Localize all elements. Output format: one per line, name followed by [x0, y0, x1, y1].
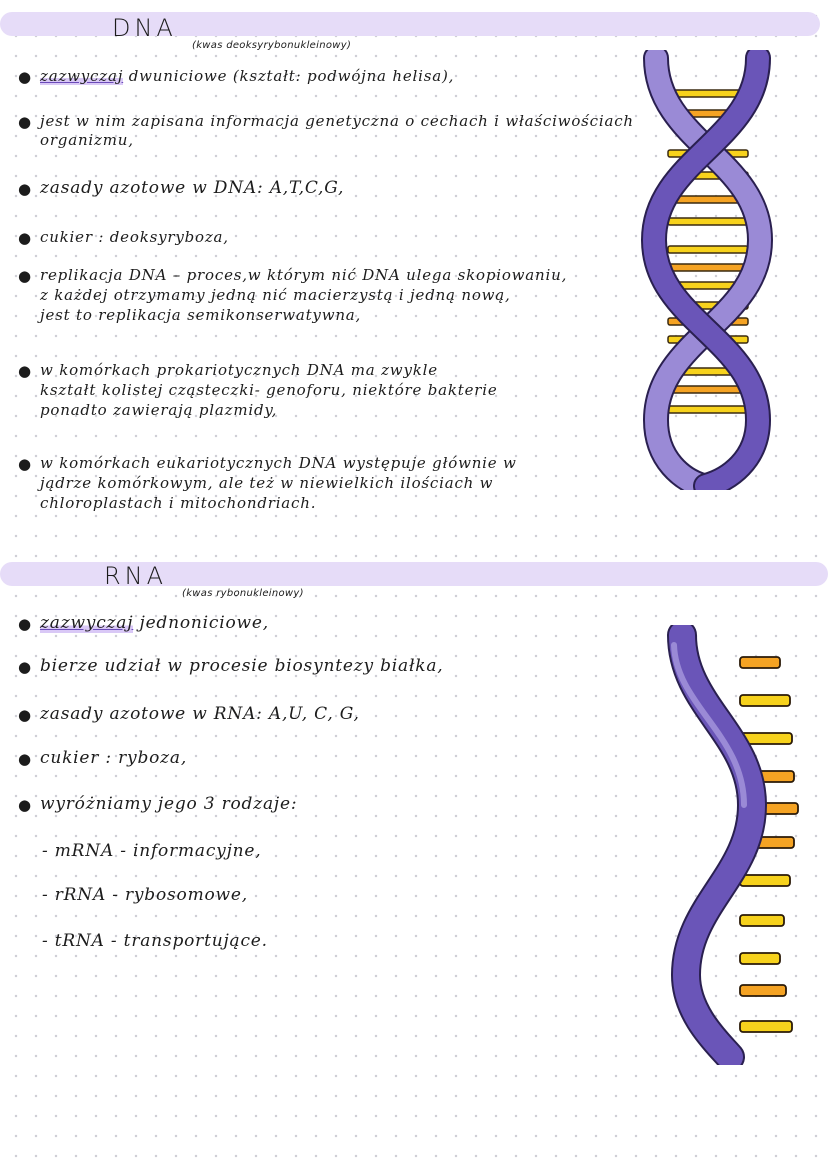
dna-helix-illustration — [628, 50, 788, 490]
rna-subtitle: (kwas rybonukleinowy) — [182, 588, 304, 599]
rna-base — [740, 915, 784, 926]
rna-base — [740, 695, 790, 706]
rna-title: RNA — [104, 562, 168, 590]
dna-base-pair — [668, 264, 748, 271]
rna-base — [740, 1021, 792, 1032]
dna-base-pair — [668, 246, 748, 253]
rna-highlight: zazwyczaj — [40, 613, 134, 633]
rna-strand-illustration — [660, 625, 820, 1065]
rna-base — [740, 953, 780, 964]
rna-type-trna: - tRNA - transportujące. — [42, 931, 268, 951]
dna-subtitle: (kwas deoksyrybonukleinowy) — [192, 40, 352, 51]
rna-base — [740, 657, 780, 668]
rna-type-mrna: - mRNA - informacyjne, — [42, 841, 262, 861]
dna-title: DNA — [112, 14, 177, 42]
rna-type-rrna: - rRNA - rybosomowe, — [42, 885, 248, 905]
rna-base — [740, 875, 790, 886]
dna-highlight: zazwyczaj — [40, 67, 124, 85]
dna-base-pair — [668, 386, 748, 393]
rna-base — [740, 985, 786, 996]
dna-base-pair — [668, 218, 748, 225]
dna-base-pair — [668, 406, 748, 413]
